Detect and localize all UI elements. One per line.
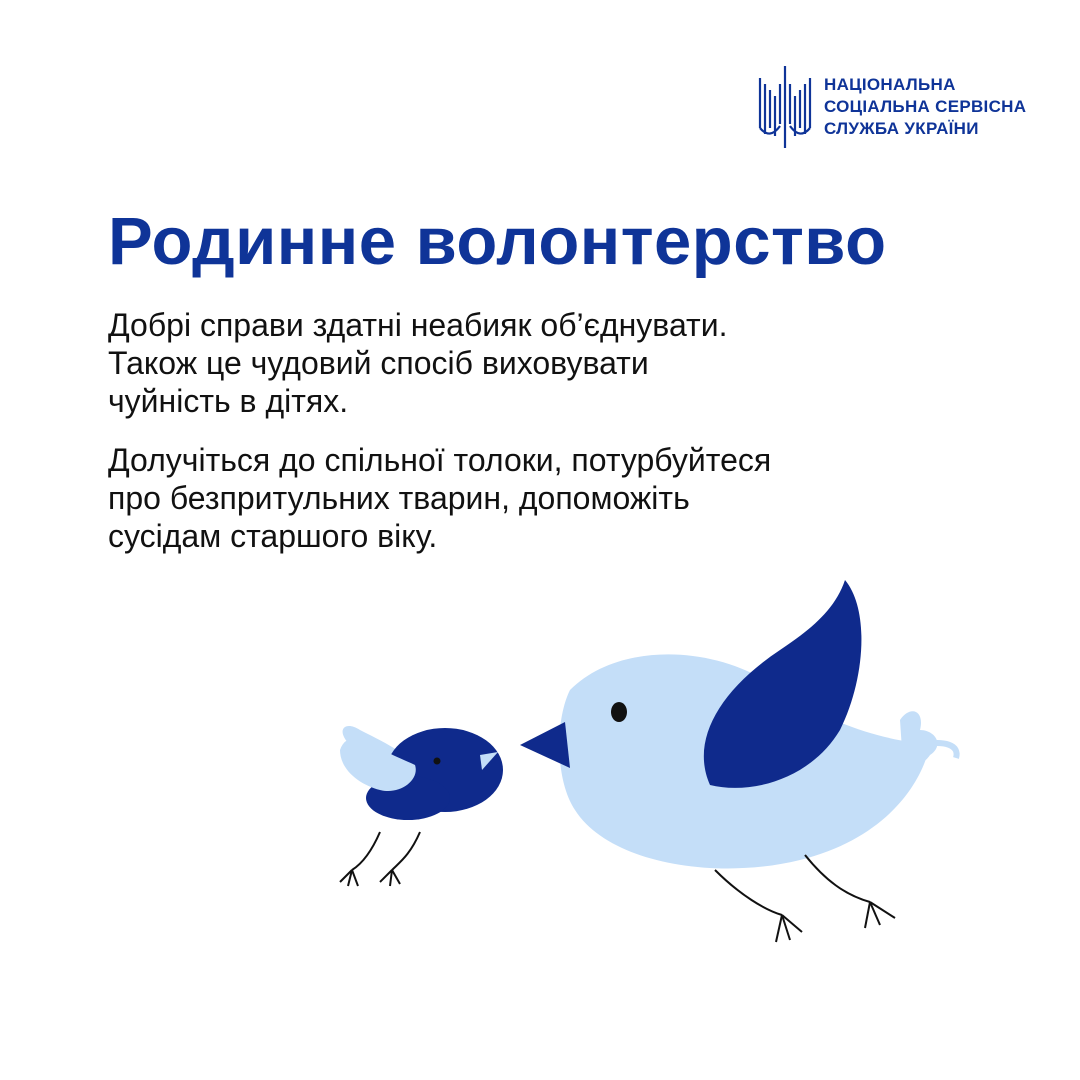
page-title: Родинне волонтерство: [108, 204, 887, 279]
logo-line-1: НАЦІОНАЛЬНА: [824, 75, 956, 94]
logo-text: [824, 74, 1026, 140]
paragraph-2-line-3: сусідам старшого віку.: [108, 518, 438, 554]
paragraph-2-line-1: Долучіться до спільної толоки, потурбуйтеся: [108, 442, 772, 478]
birds-illustration: [320, 570, 980, 970]
large-bird: [520, 580, 957, 942]
paragraph-1-line-3: чуйність в дітях.: [108, 383, 349, 419]
small-bird: [340, 726, 503, 886]
logo-line-2: СОЦІАЛЬНА СЕРВІСНА: [824, 97, 1027, 116]
logo: [756, 64, 1026, 150]
logo-line-3: СЛУЖБА УКРАЇНИ: [824, 119, 979, 138]
nsss-emblem-icon: [756, 64, 814, 150]
paragraph-1-line-2: Також це чудовий спосіб виховувати: [108, 345, 649, 381]
paragraph-2: [108, 441, 968, 555]
paragraph-1-line-1: Добрі справи здатні неабияк об’єднувати.: [108, 307, 728, 343]
paragraph-1: [108, 306, 968, 420]
paragraph-2-line-2: про безпритульних тварин, допоможіть: [108, 480, 690, 516]
